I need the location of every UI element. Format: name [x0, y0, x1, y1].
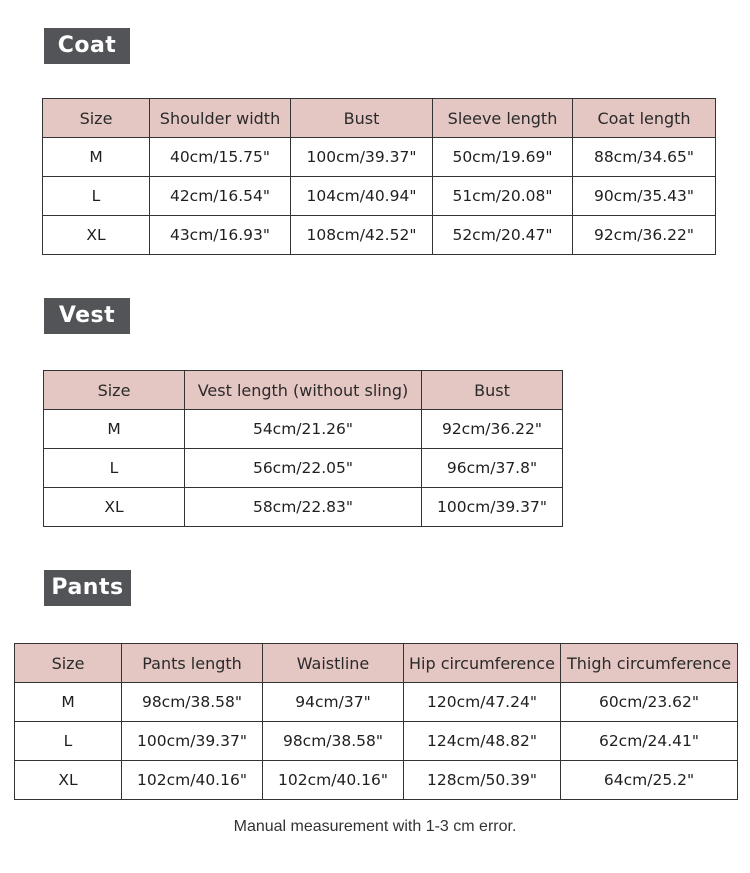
table-cell: 102cm/40.16": [263, 761, 404, 800]
table-cell: 100cm/39.37": [122, 722, 263, 761]
column-header: Vest length (without sling): [185, 371, 422, 410]
table-cell: 102cm/40.16": [122, 761, 263, 800]
table-cell: 120cm/47.24": [404, 683, 561, 722]
pants-size-table: [14, 643, 738, 800]
table-cell: 98cm/38.58": [122, 683, 263, 722]
column-header: Bust: [291, 99, 433, 138]
table-row: [44, 410, 563, 449]
table-cell: XL: [43, 216, 150, 255]
table-cell: 88cm/34.65": [573, 138, 716, 177]
table-cell: 128cm/50.39": [404, 761, 561, 800]
table-cell: M: [43, 138, 150, 177]
table-cell: 98cm/38.58": [263, 722, 404, 761]
pants-section-title: Pants: [44, 570, 131, 606]
table-cell: 100cm/39.37": [422, 488, 563, 527]
column-header: Pants length: [122, 644, 263, 683]
column-header: Size: [44, 371, 185, 410]
table-cell: 92cm/36.22": [422, 410, 563, 449]
table-cell: 100cm/39.37": [291, 138, 433, 177]
table-header-row: [44, 371, 563, 410]
table-cell: M: [15, 683, 122, 722]
table-cell: XL: [15, 761, 122, 800]
table-cell: 108cm/42.52": [291, 216, 433, 255]
column-header: Coat length: [573, 99, 716, 138]
column-header: Size: [15, 644, 122, 683]
table-cell: 56cm/22.05": [185, 449, 422, 488]
table-cell: L: [44, 449, 185, 488]
table-cell: 50cm/19.69": [433, 138, 573, 177]
column-header: Waistline: [263, 644, 404, 683]
table-cell: 62cm/24.41": [561, 722, 738, 761]
table-row: [43, 216, 716, 255]
column-header: Sleeve length: [433, 99, 573, 138]
table-cell: 52cm/20.47": [433, 216, 573, 255]
table-cell: 92cm/36.22": [573, 216, 716, 255]
table-cell: 64cm/25.2": [561, 761, 738, 800]
table-row: [43, 138, 716, 177]
table-row: [44, 488, 563, 527]
table-cell: 58cm/22.83": [185, 488, 422, 527]
table-cell: 94cm/37": [263, 683, 404, 722]
column-header: Thigh circumference: [561, 644, 738, 683]
coat-section-title: Coat: [44, 28, 130, 64]
table-cell: L: [43, 177, 150, 216]
table-cell: 124cm/48.82": [404, 722, 561, 761]
table-row: [43, 177, 716, 216]
table-cell: 40cm/15.75": [150, 138, 291, 177]
table-cell: L: [15, 722, 122, 761]
table-cell: 96cm/37.8": [422, 449, 563, 488]
column-header: Size: [43, 99, 150, 138]
table-row: [44, 449, 563, 488]
table-cell: 104cm/40.94": [291, 177, 433, 216]
vest-section-title: Vest: [44, 298, 130, 334]
table-cell: 54cm/21.26": [185, 410, 422, 449]
table-row: [15, 683, 738, 722]
vest-size-table: [43, 370, 563, 527]
coat-size-table: [42, 98, 716, 255]
table-cell: 90cm/35.43": [573, 177, 716, 216]
table-cell: 51cm/20.08": [433, 177, 573, 216]
table-cell: 60cm/23.62": [561, 683, 738, 722]
column-header: Bust: [422, 371, 563, 410]
table-header-row: [15, 644, 738, 683]
table-cell: M: [44, 410, 185, 449]
table-row: [15, 722, 738, 761]
table-cell: XL: [44, 488, 185, 527]
measurement-note: Manual measurement with 1-3 cm error.: [233, 818, 517, 835]
column-header: Shoulder width: [150, 99, 291, 138]
table-header-row: [43, 99, 716, 138]
table-cell: 43cm/16.93": [150, 216, 291, 255]
table-row: [15, 761, 738, 800]
column-header: Hip circumference: [404, 644, 561, 683]
table-cell: 42cm/16.54": [150, 177, 291, 216]
